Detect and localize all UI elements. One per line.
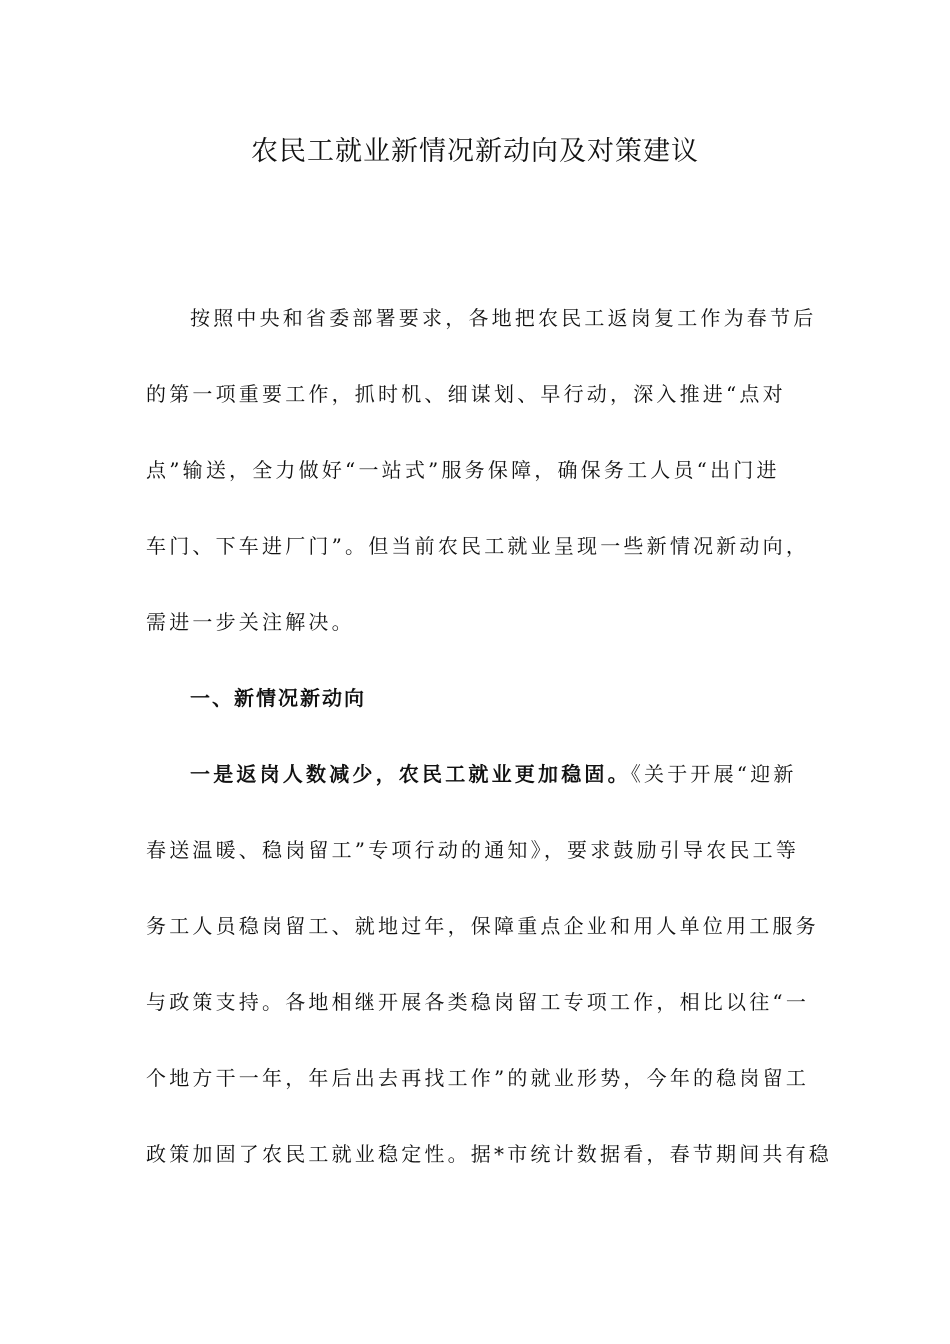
section-heading: 一、新情况新动向 xyxy=(190,686,366,710)
paragraph-line: 务工人员稳岗留工、就地过年，保障重点企业和用人单位用工服务 xyxy=(146,914,819,938)
paragraph-line: 春送温暖、稳岗留工”专项行动的通知》，要求鼓励引导农民工等 xyxy=(146,838,800,862)
paragraph-line: 政策加固了农民工就业稳定性。据*市统计数据看，春节期间共有稳 xyxy=(146,1142,832,1166)
document-body xyxy=(146,280,832,1192)
point-lead-rest: 《关于开展“迎新 xyxy=(630,762,797,786)
point-first-line xyxy=(146,736,806,812)
paragraph-line: 车门、下车进厂门”。但当前农民工就业呈现一些新情况新动向， xyxy=(146,534,810,558)
paragraph-line: 的第一项重要工作，抓时机、细谋划、早行动，深入推进“点对 xyxy=(146,382,786,406)
paragraph-line: 需进一步关注解决。 xyxy=(146,610,355,634)
paragraph-line: 个地方干一年，年后出去再找工作”的就业形势，今年的稳岗留工 xyxy=(146,1066,810,1090)
paragraph-line: 按照中央和省委部署要求，各地把农民工返岗复工作为春节后 xyxy=(190,306,817,330)
paragraph-line: 点”输送，全力做好“一站式”服务保障，确保务工人员“出门进 xyxy=(146,458,780,482)
document-title: 农民工就业新情况新动向及对策建议 xyxy=(251,136,699,167)
paragraph-line: 与政策支持。各地相继开展各类稳岗留工专项工作，相比以往“一 xyxy=(146,990,810,1014)
point-lead-bold: 一是返岗人数减少，农民工就业更加稳固。 xyxy=(190,762,631,786)
